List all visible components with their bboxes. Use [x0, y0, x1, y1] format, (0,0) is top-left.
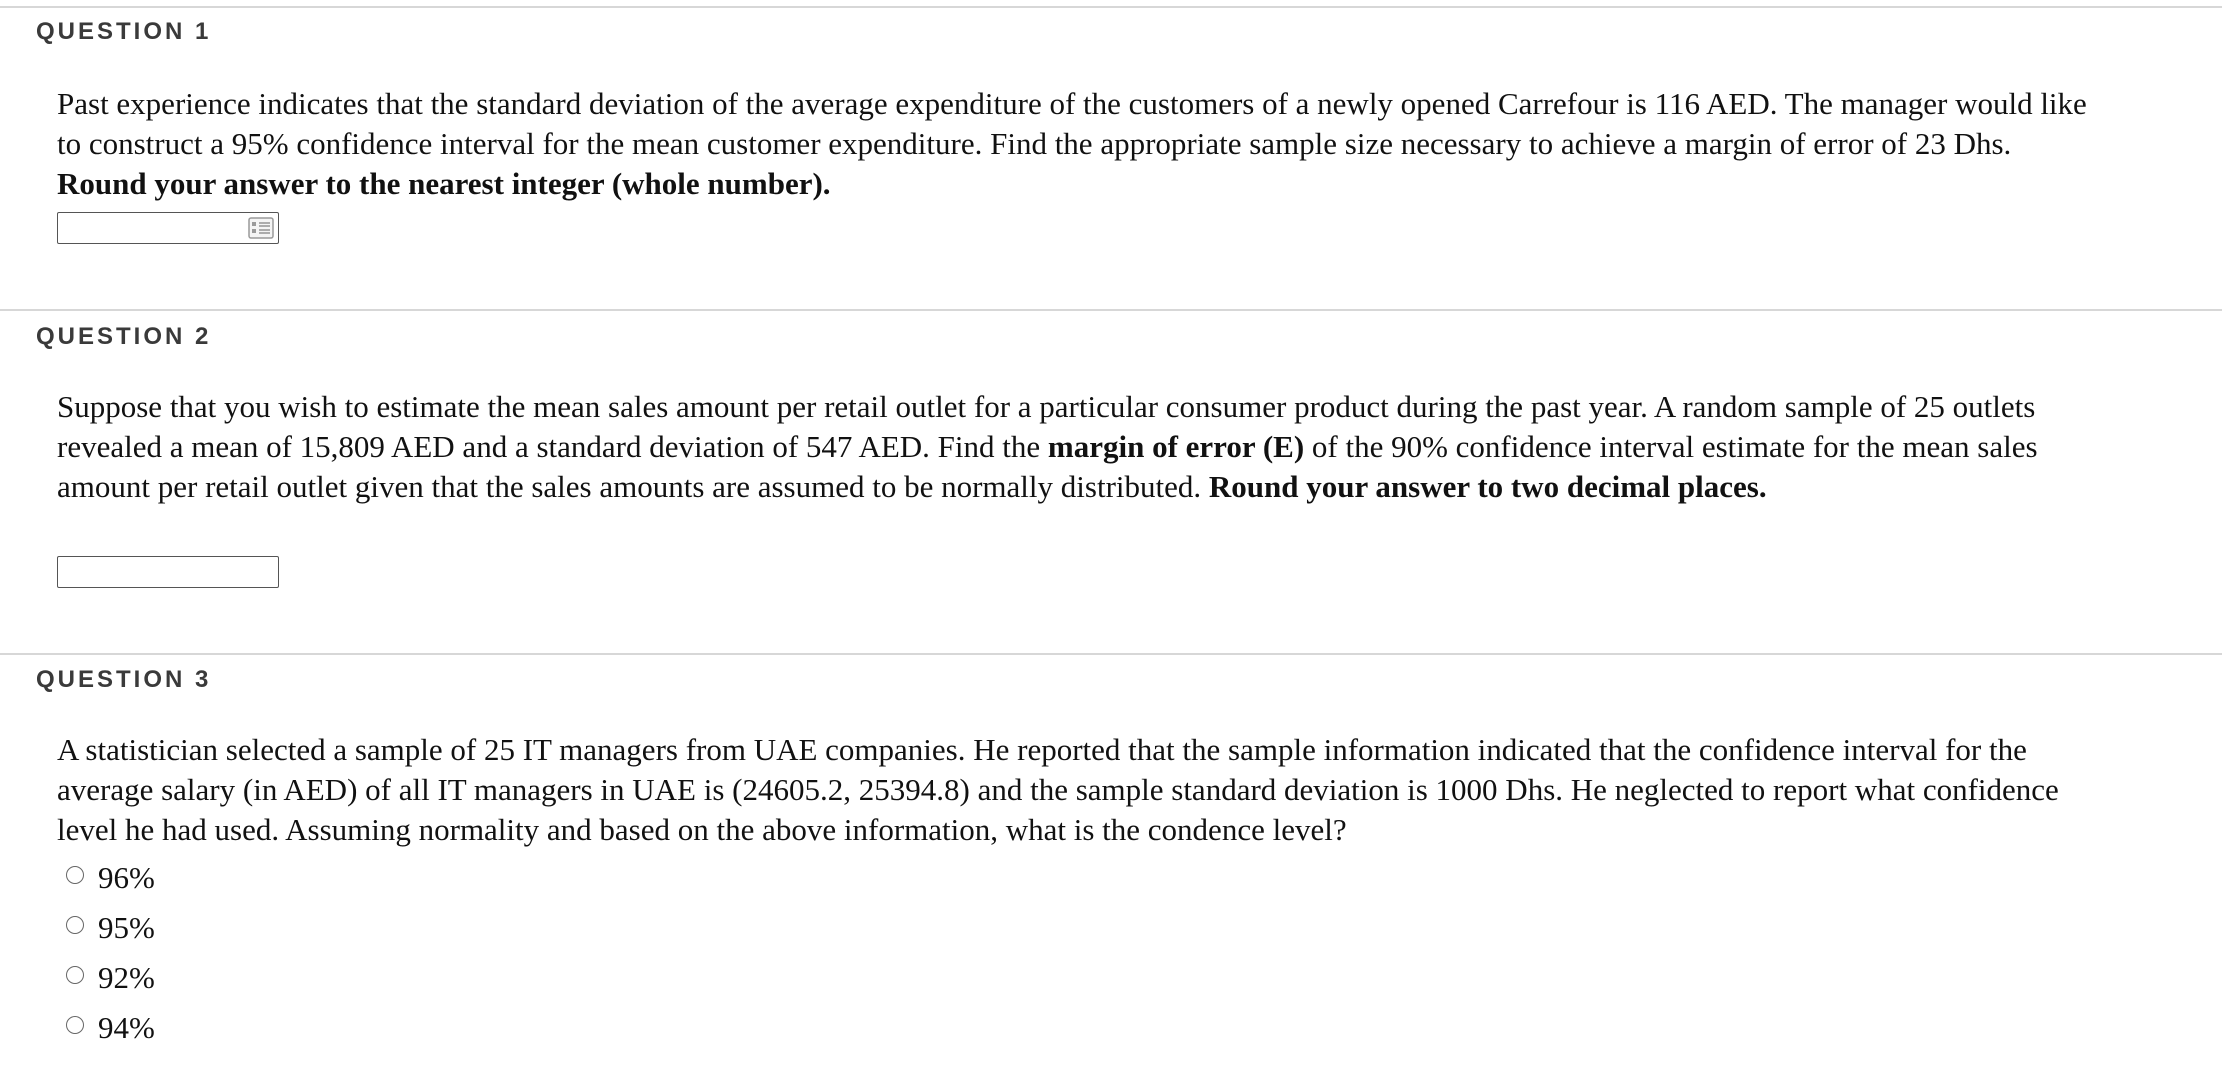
option-94[interactable] [66, 1003, 155, 1053]
question-3-header: QUESTION 3 [36, 666, 212, 693]
option-label: 95% [98, 910, 155, 945]
option-label: 96% [98, 860, 155, 895]
question-1-text-instruction: Round your answer to the nearest integer (whole number). [57, 166, 831, 201]
list-editor-icon[interactable] [248, 217, 274, 239]
question-2-text-main: Suppose that you wish to estimate the mean sales amount per retail outlet for a particular consumer product during the past year. A random sample of 25 outlets revealed a mean of 15,809 AED and a standard deviation of 547 AED. Find the [57, 389, 2036, 464]
radio-button[interactable] [66, 916, 84, 934]
radio-button[interactable] [66, 1016, 84, 1034]
radio-button[interactable] [66, 866, 84, 884]
radio-button[interactable] [66, 966, 84, 984]
option-label: 92% [98, 960, 155, 995]
question-divider [0, 309, 2222, 311]
question-1-text [57, 84, 2097, 204]
question-3-options [66, 853, 155, 1053]
question-1-text-main: Past experience indicates that the standard deviation of the average expenditure of the customers of a newly opened Carrefour is 116 AED. The manager would like to construct a 95% confidence interval for the mean customer expenditure. Find the appropriate sample size necessary to achieve a margin of error of 23 Dhs. [57, 86, 2087, 161]
question-2-header: QUESTION 2 [36, 323, 212, 350]
option-92[interactable] [66, 953, 155, 1003]
question-2-text-instruction: Round your answer to two decimal places. [1208, 469, 1767, 504]
option-96[interactable] [66, 853, 155, 903]
question-1-header: QUESTION 1 [36, 18, 212, 45]
question-2-text [57, 387, 2097, 507]
option-95[interactable] [66, 903, 155, 953]
question-2-answer-input[interactable] [57, 556, 279, 588]
option-label: 94% [98, 1010, 155, 1045]
question-2-text-emphasis: margin of error (E) [1047, 429, 1305, 464]
question-divider [0, 653, 2222, 655]
question-2-text-continued: of the 90% confidence interval estimate for the mean sales amount per retail outlet given that the sales amounts are assumed to be normally distributed. [57, 429, 2038, 504]
question-1-answer-input[interactable] [57, 212, 279, 244]
top-divider [0, 6, 2222, 8]
question-3-text: A statistician selected a sample of 25 IT managers from UAE companies. He reported that the sample information indicated that the confidence interval for the average salary (in AED) of all IT managers in UAE is (24605.2, 25394.8) and the sample standard deviation is 1000 Dhs. He neglected to report what confidence level he had used. Assuming normality and based on the above information, what is the condence level? [57, 732, 2059, 847]
